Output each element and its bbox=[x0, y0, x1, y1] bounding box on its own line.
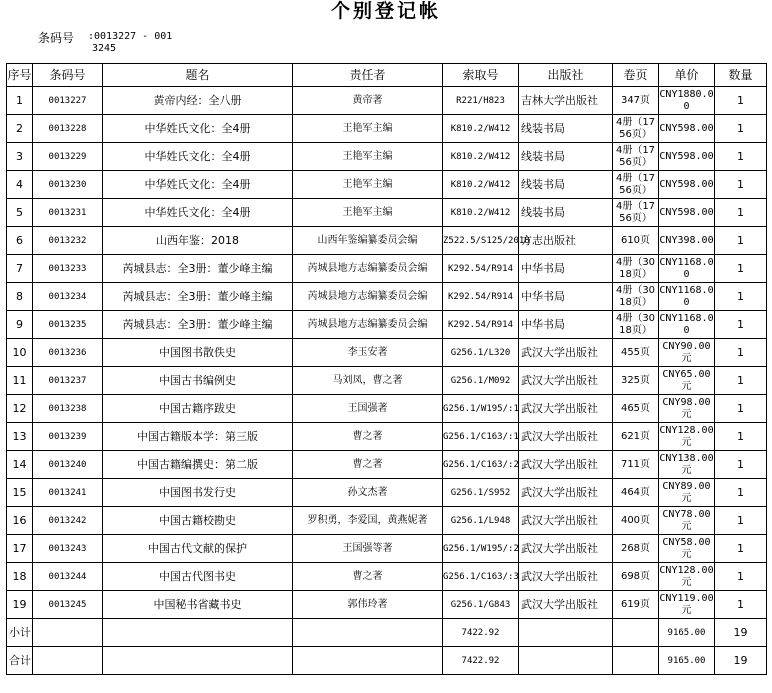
total-price-value: 9165.00 bbox=[659, 647, 715, 675]
row-number: 18 bbox=[7, 563, 33, 591]
title-cell: 中国图书发行史 bbox=[103, 479, 293, 507]
pages-cell: 325页 bbox=[613, 367, 659, 395]
table-row bbox=[7, 115, 767, 143]
table-row bbox=[7, 479, 767, 507]
publisher-cell: 武汉大学出版社 bbox=[519, 367, 613, 395]
call-number-cell: G256.1/C163/:1 bbox=[443, 423, 519, 451]
publisher-cell: 武汉大学出版社 bbox=[519, 479, 613, 507]
price-cell: CNY598.00 bbox=[659, 199, 715, 227]
quantity-cell: 1 bbox=[715, 311, 767, 339]
table-row bbox=[7, 143, 767, 171]
call-number-cell: Z522.5/S125/2018 bbox=[443, 227, 519, 255]
ledger-table bbox=[6, 63, 767, 675]
row-number: 1 bbox=[7, 87, 33, 115]
barcode-cell: 0013233 bbox=[33, 255, 103, 283]
row-number: 10 bbox=[7, 339, 33, 367]
publisher-cell: 武汉大学出版社 bbox=[519, 507, 613, 535]
subtotal-call-value: 7422.92 bbox=[443, 619, 519, 647]
title-cell: 芮城县志：全3册：董少峰主编 bbox=[103, 311, 293, 339]
table-row bbox=[7, 367, 767, 395]
pages-cell: 4册（1756页） bbox=[613, 171, 659, 199]
pages-cell: 711页 bbox=[613, 451, 659, 479]
price-cell: CNY1168.00 bbox=[659, 311, 715, 339]
quantity-cell: 1 bbox=[715, 87, 767, 115]
quantity-cell: 1 bbox=[715, 367, 767, 395]
quantity-cell: 1 bbox=[715, 283, 767, 311]
author-cell: 黄帝著 bbox=[293, 87, 443, 115]
publisher-cell: 线装书局 bbox=[519, 199, 613, 227]
barcode-cell: 0013240 bbox=[33, 451, 103, 479]
row-number: 15 bbox=[7, 479, 33, 507]
title-cell: 中国古籍序跋史 bbox=[103, 395, 293, 423]
publisher-cell: 武汉大学出版社 bbox=[519, 563, 613, 591]
publisher-cell: 武汉大学出版社 bbox=[519, 535, 613, 563]
publisher-cell: 中华书局 bbox=[519, 311, 613, 339]
total-qty-value: 19 bbox=[715, 647, 767, 675]
pages-cell: 464页 bbox=[613, 479, 659, 507]
row-number: 5 bbox=[7, 199, 33, 227]
pages-cell: 4册（3018页） bbox=[613, 255, 659, 283]
author-cell: 山西年鉴编纂委员会编 bbox=[293, 227, 443, 255]
row-number: 3 bbox=[7, 143, 33, 171]
price-cell: CNY128.00元 bbox=[659, 563, 715, 591]
quantity-cell: 1 bbox=[715, 227, 767, 255]
barcode-cell: 0013229 bbox=[33, 143, 103, 171]
table-row bbox=[7, 451, 767, 479]
barcode-cell: 0013242 bbox=[33, 507, 103, 535]
quantity-cell: 1 bbox=[715, 171, 767, 199]
price-cell: CNY138.00元 bbox=[659, 451, 715, 479]
pages-cell: 268页 bbox=[613, 535, 659, 563]
pages-cell: 347页 bbox=[613, 87, 659, 115]
call-number-cell: G256.1/L320 bbox=[443, 339, 519, 367]
column-header: 数量 bbox=[715, 64, 767, 87]
call-number-cell: G256.1/W195/:1 bbox=[443, 395, 519, 423]
title-cell: 中国古书编例史 bbox=[103, 367, 293, 395]
title-cell: 中国古代文献的保护 bbox=[103, 535, 293, 563]
row-number: 17 bbox=[7, 535, 33, 563]
subtotal-label: 小计 bbox=[7, 619, 33, 647]
barcode-cell: 0013238 bbox=[33, 395, 103, 423]
table-row bbox=[7, 591, 767, 619]
pages-cell: 619页 bbox=[613, 591, 659, 619]
price-cell: CNY1880.00 bbox=[659, 87, 715, 115]
author-cell: 王艳军主编 bbox=[293, 115, 443, 143]
title-cell: 黄帝内经：全八册 bbox=[103, 87, 293, 115]
table-row bbox=[7, 171, 767, 199]
call-number-cell: K810.2/W412 bbox=[443, 199, 519, 227]
price-cell: CNY78.00元 bbox=[659, 507, 715, 535]
row-number: 4 bbox=[7, 171, 33, 199]
barcode-cell: 0013237 bbox=[33, 367, 103, 395]
call-number-cell: G256.1/G843 bbox=[443, 591, 519, 619]
price-cell: CNY58.00元 bbox=[659, 535, 715, 563]
title-cell: 中国古籍校勘史 bbox=[103, 507, 293, 535]
title-cell: 中国图书散佚史 bbox=[103, 339, 293, 367]
column-header: 卷页 bbox=[613, 64, 659, 87]
title-cell: 中国秘书省藏书史 bbox=[103, 591, 293, 619]
barcode-cell: 0013227 bbox=[33, 87, 103, 115]
quantity-cell: 1 bbox=[715, 563, 767, 591]
publisher-cell: 线装书局 bbox=[519, 171, 613, 199]
publisher-cell: 中华书局 bbox=[519, 283, 613, 311]
pages-cell: 698页 bbox=[613, 563, 659, 591]
column-header: 题名 bbox=[103, 64, 293, 87]
call-number-cell: K810.2/W412 bbox=[443, 171, 519, 199]
pages-cell: 4册（1756页） bbox=[613, 143, 659, 171]
title-cell: 中华姓氏文化：全4册 bbox=[103, 143, 293, 171]
total-label: 合计 bbox=[7, 647, 33, 675]
row-number: 12 bbox=[7, 395, 33, 423]
author-cell: 王国强等著 bbox=[293, 535, 443, 563]
subtotal-qty-value: 19 bbox=[715, 619, 767, 647]
ledger-body bbox=[7, 87, 767, 619]
table-row bbox=[7, 395, 767, 423]
price-cell: CNY90.00元 bbox=[659, 339, 715, 367]
barcode-range-line2: 3245 bbox=[92, 43, 117, 54]
author-cell: 芮城县地方志编纂委员会编 bbox=[293, 311, 443, 339]
table-row bbox=[7, 563, 767, 591]
publisher-cell: 吉林大学出版社 bbox=[519, 87, 613, 115]
pages-cell: 4册（3018页） bbox=[613, 311, 659, 339]
column-header: 单价 bbox=[659, 64, 715, 87]
table-row bbox=[7, 227, 767, 255]
title-cell: 中国古籍编撰史：第二版 bbox=[103, 451, 293, 479]
table-row bbox=[7, 283, 767, 311]
price-cell: CNY598.00 bbox=[659, 171, 715, 199]
column-header: 序号 bbox=[7, 64, 33, 87]
pages-cell: 400页 bbox=[613, 507, 659, 535]
price-cell: CNY128.00元 bbox=[659, 423, 715, 451]
barcode-cell: 0013232 bbox=[33, 227, 103, 255]
call-number-cell: K810.2/W412 bbox=[443, 115, 519, 143]
table-row bbox=[7, 87, 767, 115]
quantity-cell: 1 bbox=[715, 451, 767, 479]
call-number-cell: K292.54/R914 bbox=[443, 283, 519, 311]
call-number-cell: G256.1/C163/:2 bbox=[443, 451, 519, 479]
barcode-cell: 0013241 bbox=[33, 479, 103, 507]
price-cell: CNY65.00元 bbox=[659, 367, 715, 395]
publisher-cell: 武汉大学出版社 bbox=[519, 395, 613, 423]
row-number: 19 bbox=[7, 591, 33, 619]
pages-cell: 4册（1756页） bbox=[613, 199, 659, 227]
quantity-cell: 1 bbox=[715, 339, 767, 367]
quantity-cell: 1 bbox=[715, 255, 767, 283]
publisher-cell: 方志出版社 bbox=[519, 227, 613, 255]
author-cell: 芮城县地方志编纂委员会编 bbox=[293, 255, 443, 283]
title-cell: 中国古代图书史 bbox=[103, 563, 293, 591]
price-cell: CNY98.00元 bbox=[659, 395, 715, 423]
quantity-cell: 1 bbox=[715, 591, 767, 619]
barcode-cell: 0013236 bbox=[33, 339, 103, 367]
subtotal-row bbox=[7, 619, 767, 647]
barcode-cell: 0013244 bbox=[33, 563, 103, 591]
author-cell: 郭伟玲著 bbox=[293, 591, 443, 619]
price-cell: CNY1168.00 bbox=[659, 283, 715, 311]
call-number-cell: R221/H823 bbox=[443, 87, 519, 115]
author-cell: 王艳军主编 bbox=[293, 199, 443, 227]
title-cell: 山西年鉴：2018 bbox=[103, 227, 293, 255]
author-cell: 王国强著 bbox=[293, 395, 443, 423]
call-number-cell: K292.54/R914 bbox=[443, 255, 519, 283]
publisher-cell: 武汉大学出版社 bbox=[519, 591, 613, 619]
barcode-range-line1: :0013227 - 001 bbox=[88, 31, 173, 42]
row-number: 2 bbox=[7, 115, 33, 143]
call-number-cell: K292.54/R914 bbox=[443, 311, 519, 339]
title-cell: 中华姓氏文化：全4册 bbox=[103, 171, 293, 199]
price-cell: CNY398.00 bbox=[659, 227, 715, 255]
column-header: 出版社 bbox=[519, 64, 613, 87]
total-row bbox=[7, 647, 767, 675]
row-number: 14 bbox=[7, 451, 33, 479]
price-cell: CNY1168.00 bbox=[659, 255, 715, 283]
row-number: 13 bbox=[7, 423, 33, 451]
author-cell: 曹之著 bbox=[293, 451, 443, 479]
pages-cell: 4册（1756页） bbox=[613, 115, 659, 143]
column-header: 索取号 bbox=[443, 64, 519, 87]
barcode-range bbox=[88, 31, 172, 55]
call-number-cell: G256.1/S952 bbox=[443, 479, 519, 507]
author-cell: 李玉安著 bbox=[293, 339, 443, 367]
publisher-cell: 线装书局 bbox=[519, 143, 613, 171]
price-cell: CNY89.00元 bbox=[659, 479, 715, 507]
call-number-cell: G256.1/W195/:2 bbox=[443, 535, 519, 563]
barcode-cell: 0013245 bbox=[33, 591, 103, 619]
barcode-cell: 0013234 bbox=[33, 283, 103, 311]
table-row bbox=[7, 199, 767, 227]
publisher-cell: 线装书局 bbox=[519, 115, 613, 143]
table-row bbox=[7, 311, 767, 339]
author-cell: 孙文杰著 bbox=[293, 479, 443, 507]
row-number: 11 bbox=[7, 367, 33, 395]
row-number: 7 bbox=[7, 255, 33, 283]
title-cell: 中华姓氏文化：全4册 bbox=[103, 199, 293, 227]
author-cell: 马刘凤，曹之著 bbox=[293, 367, 443, 395]
title-cell: 芮城县志：全3册：董少峰主编 bbox=[103, 283, 293, 311]
author-cell: 王艳军主编 bbox=[293, 171, 443, 199]
publisher-cell: 武汉大学出版社 bbox=[519, 423, 613, 451]
row-number: 9 bbox=[7, 311, 33, 339]
author-cell: 曹之著 bbox=[293, 563, 443, 591]
author-cell: 王艳军主编 bbox=[293, 143, 443, 171]
quantity-cell: 1 bbox=[715, 143, 767, 171]
total-call-value: 7422.92 bbox=[443, 647, 519, 675]
barcode-cell: 0013231 bbox=[33, 199, 103, 227]
quantity-cell: 1 bbox=[715, 395, 767, 423]
publisher-cell: 中华书局 bbox=[519, 255, 613, 283]
call-number-cell: G256.1/L948 bbox=[443, 507, 519, 535]
subtotal-price-value: 9165.00 bbox=[659, 619, 715, 647]
table-row bbox=[7, 339, 767, 367]
row-number: 8 bbox=[7, 283, 33, 311]
barcode-cell: 0013230 bbox=[33, 171, 103, 199]
pages-cell: 455页 bbox=[613, 339, 659, 367]
author-cell: 芮城县地方志编纂委员会编 bbox=[293, 283, 443, 311]
table-row bbox=[7, 535, 767, 563]
title-cell: 中国古籍版本学：第三版 bbox=[103, 423, 293, 451]
page-title: 个别登记帐 bbox=[330, 0, 441, 22]
table-row bbox=[7, 255, 767, 283]
barcode-label: 条码号 bbox=[38, 31, 75, 45]
quantity-cell: 1 bbox=[715, 507, 767, 535]
header-row bbox=[7, 64, 767, 87]
quantity-cell: 1 bbox=[715, 115, 767, 143]
barcode-cell: 0013235 bbox=[33, 311, 103, 339]
column-header: 责任者 bbox=[293, 64, 443, 87]
quantity-cell: 1 bbox=[715, 199, 767, 227]
price-cell: CNY598.00 bbox=[659, 115, 715, 143]
price-cell: CNY119.00元 bbox=[659, 591, 715, 619]
price-cell: CNY598.00 bbox=[659, 143, 715, 171]
author-cell: 罗积勇，李爱国，黄燕妮著 bbox=[293, 507, 443, 535]
column-header: 条码号 bbox=[33, 64, 103, 87]
publisher-cell: 武汉大学出版社 bbox=[519, 339, 613, 367]
author-cell: 曹之著 bbox=[293, 423, 443, 451]
table-row bbox=[7, 507, 767, 535]
pages-cell: 465页 bbox=[613, 395, 659, 423]
pages-cell: 4册（3018页） bbox=[613, 283, 659, 311]
call-number-cell: K810.2/W412 bbox=[443, 143, 519, 171]
call-number-cell: G256.1/M092 bbox=[443, 367, 519, 395]
barcode-cell: 0013243 bbox=[33, 535, 103, 563]
row-number: 16 bbox=[7, 507, 33, 535]
quantity-cell: 1 bbox=[715, 535, 767, 563]
row-number: 6 bbox=[7, 227, 33, 255]
quantity-cell: 1 bbox=[715, 479, 767, 507]
pages-cell: 621页 bbox=[613, 423, 659, 451]
title-cell: 芮城县志：全3册：董少峰主编 bbox=[103, 255, 293, 283]
table-row bbox=[7, 423, 767, 451]
publisher-cell: 武汉大学出版社 bbox=[519, 451, 613, 479]
barcode-cell: 0013228 bbox=[33, 115, 103, 143]
call-number-cell: G256.1/C163/:3 bbox=[443, 563, 519, 591]
barcode-cell: 0013239 bbox=[33, 423, 103, 451]
pages-cell: 610页 bbox=[613, 227, 659, 255]
title-cell: 中华姓氏文化：全4册 bbox=[103, 115, 293, 143]
quantity-cell: 1 bbox=[715, 423, 767, 451]
